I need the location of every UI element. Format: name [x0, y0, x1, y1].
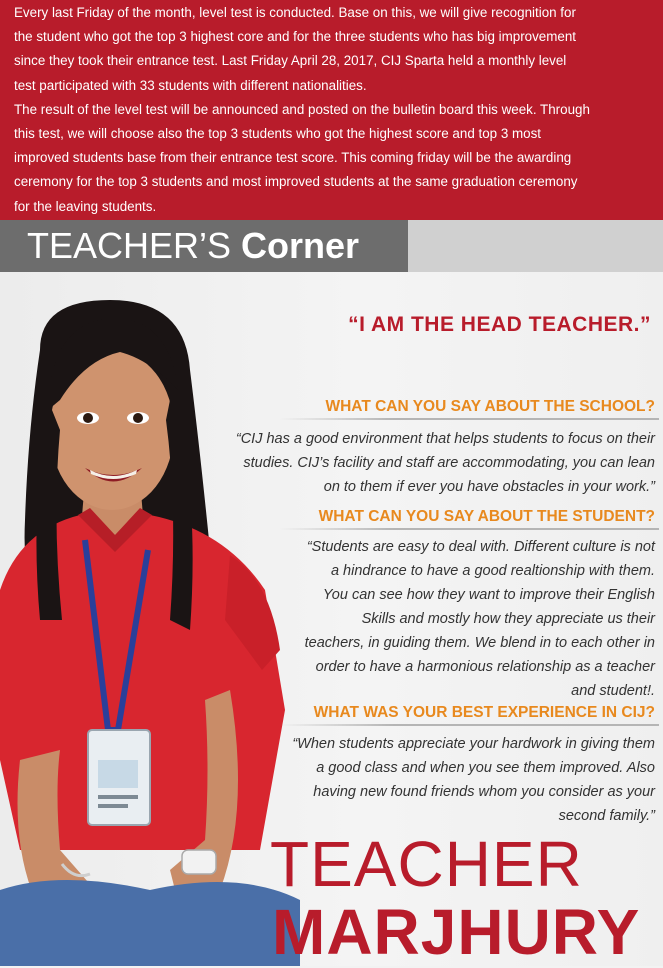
- answer-school: [236, 427, 655, 499]
- teacher-name-line2: MARJHURY: [272, 896, 641, 968]
- intro-line: this test, we will choose also the top 3 students who got the highest score and top 3 most: [14, 126, 542, 142]
- intro-line: test participated with 33 students with different nationalities.: [14, 77, 367, 93]
- answer-student: [305, 535, 655, 703]
- answer-line: second family.”: [558, 808, 655, 824]
- answer-line: on to them if ever you have obstacles in your work.”: [323, 479, 655, 495]
- answer-line: a good class and when you see them improved. Also: [316, 760, 655, 776]
- answer-line: “Students are easy to deal with. Different culture is not: [306, 539, 655, 555]
- answer-line: studies. CIJ’s facility and staff are accommodating, you can lean: [243, 455, 655, 471]
- answer-line: a hindrance to have a good realtionship with them.: [330, 563, 655, 579]
- question-school: WHAT CAN YOU SAY ABOUT THE SCHOOL?: [325, 398, 655, 415]
- answer-line: “CIJ has a good environment that helps students to focus on their: [235, 431, 655, 447]
- intro-section: [0, 0, 663, 220]
- interview-headline: “I AM THE HEAD TEACHER.”: [348, 313, 651, 336]
- teacher-name-line1: TEACHER: [270, 828, 583, 900]
- intro-line: ceremony for the top 3 students and most improved students at the same graduation ceremony: [14, 174, 578, 190]
- intro-line: improved students base from their entrance test score. This coming friday will be the awarding: [14, 150, 572, 166]
- question-student: WHAT CAN YOU SAY ABOUT THE STUDENT?: [318, 508, 655, 525]
- intro-line: The result of the level test will be announced and posted on the bulletin board this week. Through: [14, 101, 590, 117]
- answer-line: order to have a harmonious relationship as a teacher: [315, 659, 655, 675]
- answer-line: You can see how they want to improve their English: [322, 587, 655, 603]
- intro-paragraph-1: [0, 0, 663, 98]
- answer-line: and student!.: [571, 683, 655, 699]
- intro-line: since they took their entrance test. Last Friday April 28, 2017, CIJ Sparta held a monthly level: [14, 53, 567, 69]
- answer-line: teachers, in guiding them. We blend in to each other in: [304, 635, 655, 651]
- intro-line: for the leaving students.: [14, 198, 157, 214]
- answer-line: Skills and mostly how they appreciate us their: [361, 611, 655, 627]
- intro-line: Every last Friday of the month, level test is conducted. Base on this, we will give recognition for: [14, 5, 576, 20]
- intro-line: the student who got the top 3 highest core and for the three students who has big improvement: [14, 29, 577, 45]
- question-experience: WHAT WAS YOUR BEST EXPERIENCE IN CIJ?: [313, 704, 655, 721]
- section-title-bold: Corner: [241, 225, 360, 266]
- answer-experience: [292, 732, 655, 828]
- intro-paragraph-2: [0, 98, 663, 219]
- section-title: [0, 220, 408, 272]
- answer-line: having new found friends whom you consider as your: [313, 784, 655, 800]
- answer-line: “When students appreciate your hardwork in giving them: [292, 736, 655, 752]
- teacher-portrait-icon: [0, 290, 300, 966]
- section-title-light: TEACHER’S: [27, 225, 232, 266]
